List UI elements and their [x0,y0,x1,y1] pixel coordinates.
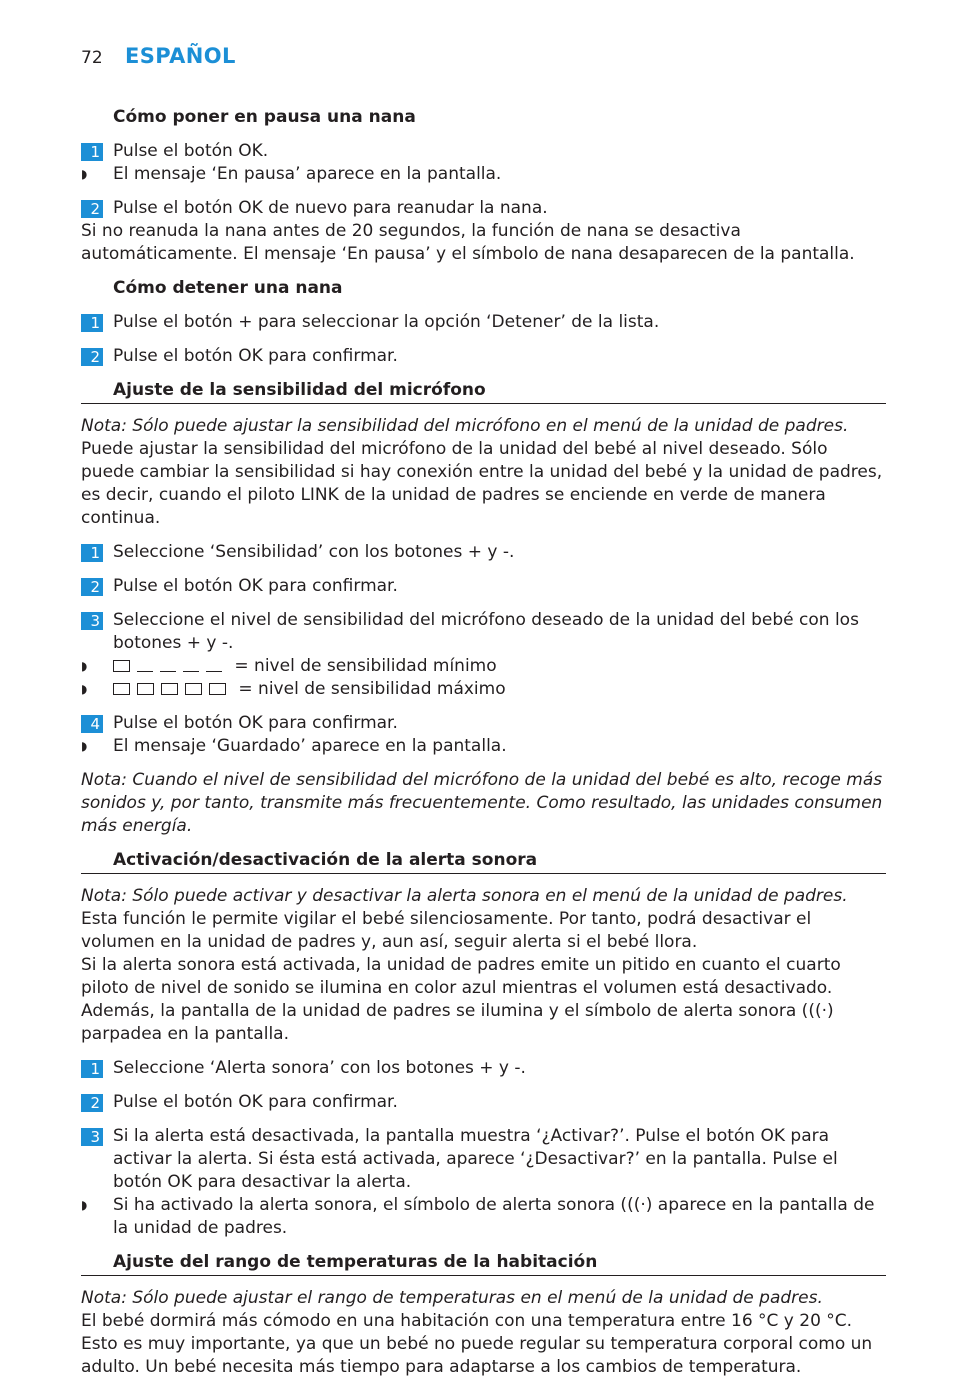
note: Nota: Cuando el nivel de sensibilidad del micrófono de la unidad del bebé es alto, recoge más sonidos y, por tanto, transmite más frecuentemente. Como resultado, las unidades consumen más energía. [81,770,883,836]
step-number: 2 [81,578,103,596]
level-bar-on-icon [113,660,130,672]
step [81,575,886,598]
level-bar-on-icon [161,683,178,695]
result-text: El mensaje ‘Guardado’ aparece en la pantalla. [113,736,507,756]
sound-alert-icon: ((· [808,1001,827,1021]
step-text: Si la alerta está desactivada, la pantalla muestra ‘¿Activar?’. Pulse el botón OK para activar la alerta. Si ésta está activada, aparece ‘¿Desactivar?’ en la pantalla. Pulse el botón OK para desactivar la alerta. [113,1126,838,1192]
paragraph: Esta función le permite vigilar el bebé silenciosamente. Por tanto, podrá desactivar el volumen en la unidad de padres y, aun así, seguir alerta si el bebé llora. [81,909,812,952]
result-text: El mensaje ‘En pausa’ aparece en la pantalla. [113,164,502,184]
step-number: 3 [81,1128,103,1146]
result-item-min [81,655,886,678]
step-number: 2 [81,348,103,366]
step-number: 2 [81,1094,103,1112]
step-text: Pulse el botón OK de nuevo para reanudar la nana. [113,198,548,218]
note: Nota: Sólo puede activar y desactivar la alerta sonora en el menú de la unidad de padres. [81,886,848,906]
section-heading-mic-sensitivity: Ajuste de la sensibilidad del micrófono [81,379,886,404]
step-text: Seleccione el nivel de sensibilidad del micrófono deseado de la unidad del bebé con los botones + y -. [113,610,859,653]
step [81,1057,886,1080]
step-text: Pulse el botón OK para confirmar. [113,1092,398,1112]
min-level-label: = nivel de sensibilidad mínimo [234,656,497,676]
section-heading-sound-alert: Activación/desactivación de la alerta sonora [81,849,886,874]
bullet-icon: ◗ [81,167,88,181]
step [81,345,886,368]
step-number: 1 [81,1060,103,1078]
max-level-label: = nivel de sensibilidad máximo [238,679,506,699]
level-bar-off-icon [137,661,153,672]
result-item [81,735,886,758]
result-item-max [81,678,886,701]
paragraph: El bebé dormirá más cómodo en una habitación con una temperatura entre 16 °C y 20 °C. Esto es muy importante, ya que un bebé no puede regular su temperatura corporal como un adulto. Un bebé necesita más tiempo para adaptarse a los cambios de temperatura. [81,1311,873,1377]
paragraph: Puede ajustar la sensibilidad del micrófono de la unidad del bebé al nivel deseado. Sólo puede cambiar la sensibilidad si hay conexión entre la unidad del bebé y la unidad de padres, es decir, cuando el piloto LINK de la unidad de padres se enciende en verde de manera continua. [81,439,883,528]
step [81,541,886,564]
step-text: Pulse el botón OK para confirmar. [113,713,398,733]
page-header [81,44,236,76]
section-heading-stop: Cómo detener una nana [113,278,343,298]
page-content [81,106,886,1379]
step [81,1091,886,1114]
language-title: ESPAÑOL [125,44,236,68]
step [81,311,886,334]
step-text: Pulse el botón OK para confirmar. [113,346,398,366]
step-text: Pulse el botón OK. [113,141,269,161]
bullet-icon: ◗ [81,739,88,753]
step-number: 4 [81,715,103,733]
note: Nota: Sólo puede ajustar el rango de temperaturas en el menú de la unidad de padres. [81,1288,823,1308]
bullet-icon: ◗ [81,682,88,696]
step-number: 1 [81,143,103,161]
step-text: Pulse el botón OK para confirmar. [113,576,398,596]
level-bar-on-icon [137,683,154,695]
step [81,140,886,163]
sound-alert-icon: ((· [627,1195,646,1215]
paragraph: Si la alerta sonora está activada, la unidad de padres emite un pitido en cuanto el cuarto piloto de nivel de sonido se ilumina en color azul mientras el volumen está desactivado. Además, la pantalla de la unidad de padres se ilumina y el símbolo de alerta sonora (((·) parpadea en la pantalla. [81,955,841,1044]
bullet-icon: ◗ [81,659,88,673]
level-bar-on-icon [113,683,130,695]
result-text: Si ha activado la alerta sonora, el símbolo de alerta sonora (((·) aparece en la pantalla de la unidad de padres. [113,1195,875,1238]
step-number: 1 [81,544,103,562]
step-number: 1 [81,314,103,332]
step [81,609,886,655]
step [81,197,886,220]
step [81,712,886,735]
level-bar-off-icon [160,661,176,672]
step-number: 3 [81,612,103,630]
note: Nota: Sólo puede ajustar la sensibilidad del micrófono en el menú de la unidad de padres. [81,416,849,436]
level-bar-on-icon [185,683,202,695]
section-heading-temperature: Ajuste del rango de temperaturas de la habitación [81,1251,886,1276]
step-text: Seleccione ‘Sensibilidad’ con los botones + y -. [113,542,515,562]
level-bar-on-icon [209,683,226,695]
step-text: Pulse el botón + para seleccionar la opción ‘Detener’ de la lista. [113,312,660,332]
section-heading-pause: Cómo poner en pausa una nana [113,107,416,127]
result-item [81,163,886,186]
paragraph: Si no reanuda la nana antes de 20 segundos, la función de nana se desactiva automáticamente. El mensaje ‘En pausa’ y el símbolo de nana desaparecen de la pantalla. [81,221,855,264]
result-item [81,1194,886,1240]
level-bar-off-icon [206,661,222,672]
page-number: 72 [81,48,103,68]
bullet-icon: ◗ [81,1198,88,1212]
step [81,1125,886,1194]
step-number: 2 [81,200,103,218]
step-text: Seleccione ‘Alerta sonora’ con los botones + y -. [113,1058,526,1078]
level-bar-off-icon [183,661,199,672]
